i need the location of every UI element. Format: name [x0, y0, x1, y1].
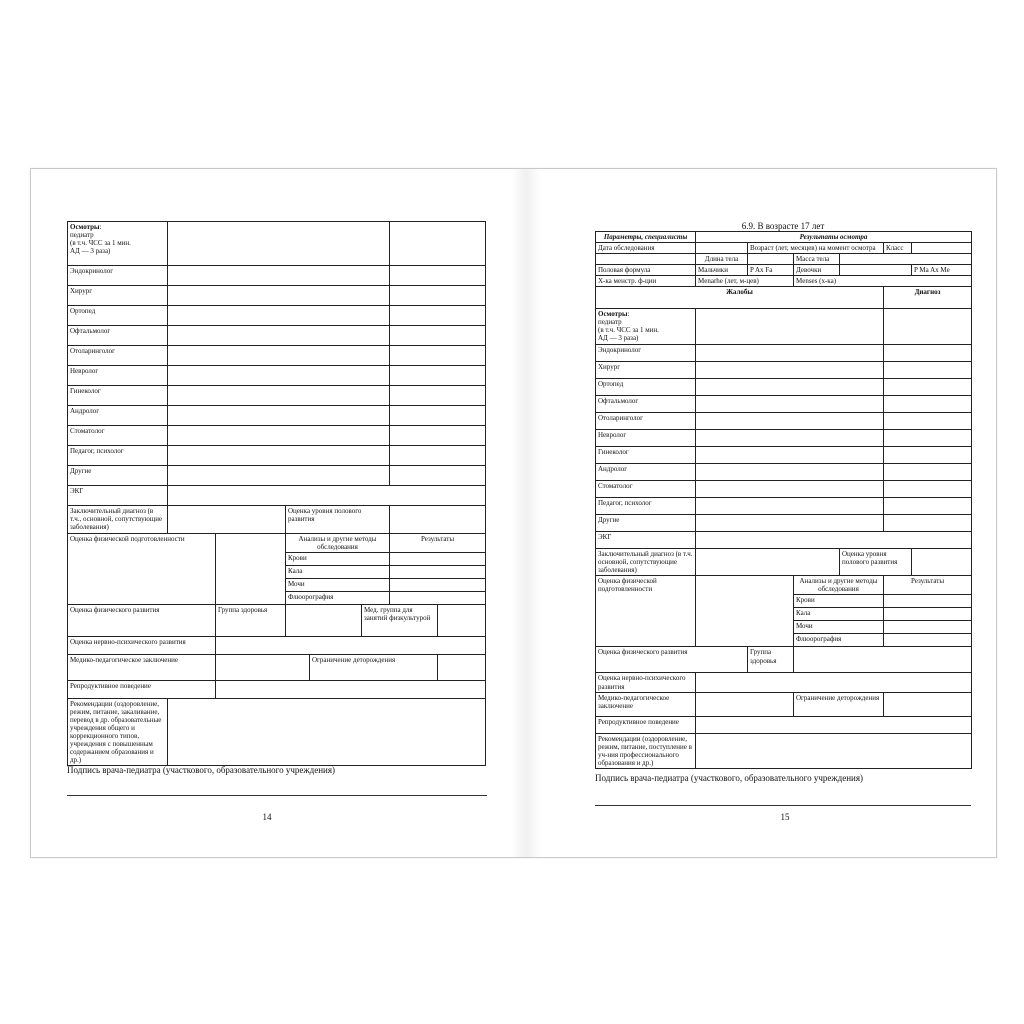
cell-input[interactable]	[696, 576, 794, 647]
label-krovi: Крови	[286, 553, 390, 566]
left-exam-table	[67, 221, 486, 766]
cell-input[interactable]	[216, 655, 310, 681]
cell-input[interactable]	[216, 681, 486, 699]
cell-input[interactable]	[696, 481, 884, 498]
row-nevrolog: Невролог	[68, 366, 168, 386]
cell-input[interactable]	[596, 254, 696, 265]
label-krovi: Крови	[794, 595, 884, 608]
cell-input[interactable]	[390, 286, 486, 306]
row-zakl-diagnoz: Заключительный диагноз (в т.ч., основной, сопутствующие заболевания)	[68, 506, 168, 534]
row-drugie: Другие	[68, 466, 168, 486]
row-ortoped: Ортопед	[596, 379, 696, 396]
cell-input[interactable]	[696, 673, 972, 692]
cell-input[interactable]	[884, 413, 972, 430]
label-devochki: Девочки	[794, 265, 840, 276]
cell-input[interactable]	[696, 447, 884, 464]
label-p-ma-ax-me: P Ma Ax Me	[912, 265, 972, 276]
label-ogranichenie: Ограничение деторождения	[310, 655, 438, 681]
book-spread	[30, 168, 997, 858]
cell-input[interactable]	[884, 515, 972, 532]
cell-input[interactable]	[696, 362, 884, 379]
cell-input[interactable]	[390, 346, 486, 366]
cell-input[interactable]	[884, 464, 972, 481]
row-menstr: Х-ка менстр. ф-ции	[596, 276, 696, 287]
cell-input[interactable]	[168, 446, 390, 466]
cell-input[interactable]	[748, 254, 794, 265]
cell-input[interactable]	[884, 396, 972, 413]
osmotry-title-right: Осмотры	[598, 310, 628, 319]
row-med-ped-zakl: Медико-педагогическое заключение	[68, 655, 216, 681]
cell-input[interactable]	[696, 733, 972, 768]
row-ekg: ЭКГ	[596, 532, 696, 549]
row-pedagog: Педагог, психолог	[68, 446, 168, 466]
cell-input[interactable]	[696, 413, 884, 430]
cell-input[interactable]	[390, 466, 486, 486]
cell-input[interactable]	[912, 549, 972, 576]
cell-input[interactable]	[884, 362, 972, 379]
label-menses: Menses (х-ка)	[794, 276, 972, 287]
header-diagnoz: Диагноз	[884, 287, 972, 309]
row-zakl-diagnoz: Заключительный диагноз (в т.ч. основной, сопутствующие заболевания)	[596, 549, 696, 576]
label-malchiki: Мальчики	[696, 265, 748, 276]
row-osmotry: Осмотры: педиатр (в т.ч. ЧСС за 1 мин. АД — 3 раза)	[596, 309, 696, 345]
section-title: 6.9. В возрасте 17 лет	[741, 221, 825, 231]
label-ogranichenie: Ограничение деторождения	[794, 692, 884, 716]
row-otolaringolog: Отоларинголог	[596, 413, 696, 430]
cell-input[interactable]	[216, 534, 286, 605]
cell-input[interactable]	[168, 486, 486, 506]
label-gruppa-zdorovya: Группа здоровья	[748, 647, 794, 673]
cell-input[interactable]	[168, 286, 390, 306]
cell-input[interactable]	[390, 266, 486, 286]
row-endokrinolog: Эндокринолог	[68, 266, 168, 286]
cell-input[interactable]	[390, 566, 486, 579]
cell-input[interactable]	[884, 608, 972, 621]
row-rekomendacii: Рекомендации (оздоровление, режим, питание, поступление в уч-ния профессионального образования и др.)	[596, 733, 696, 768]
label-gruppa-zdorovya: Группа здоровья	[216, 605, 286, 637]
row-androlog: Андролог	[68, 406, 168, 426]
cell-input[interactable]	[696, 716, 972, 733]
cell-input[interactable]	[884, 430, 972, 447]
right-exam-table	[595, 231, 972, 769]
osmotry-title: Осмотры	[70, 223, 100, 231]
label-ocenka-urovnya: Оценка уровня полового развития	[286, 506, 390, 534]
row-med-ped-zakl: Медико-педагогическое заключение	[596, 692, 696, 716]
signature-label-right: Подпись врача-педиатра (участкового, образовательного учреждения)	[595, 773, 863, 783]
row-reprod: Репродуктивное поведение	[596, 716, 696, 733]
signature-line-left[interactable]	[67, 795, 487, 796]
row-ocenka-fiz-razv: Оценка физического развития	[68, 605, 216, 637]
cell-input[interactable]	[168, 406, 390, 426]
row-drugie: Другие	[596, 515, 696, 532]
cell-input[interactable]	[390, 446, 486, 466]
cell-input[interactable]	[840, 265, 912, 276]
cell-input[interactable]	[390, 386, 486, 406]
page-15	[541, 169, 996, 857]
signature-line-right[interactable]	[595, 805, 971, 806]
label-kala: Кала	[286, 566, 390, 579]
label-vozrast: Возраст (лет, месяцев) на момент осмотра	[748, 243, 884, 254]
cell-input[interactable]	[390, 553, 486, 566]
cell-input[interactable]	[168, 326, 390, 346]
header-rezultaty-osmotra: Результаты осмотра	[696, 232, 972, 243]
row-nevrolog: Невролог	[596, 430, 696, 447]
row-rekomendacii: Рекомендации (оздоровление, режим, питание, закаливание, перевод в др. образовательные учреждения общего и коррекционного типов, учреждения с повышенным содержанием образования и др.)	[68, 699, 168, 766]
label-kala: Кала	[794, 608, 884, 621]
label-flyuorografiya: Флюорография	[286, 592, 390, 605]
cell-input[interactable]	[912, 243, 972, 254]
cell-input[interactable]	[884, 498, 972, 515]
cell-input[interactable]	[286, 605, 362, 637]
cell-input[interactable]	[168, 466, 390, 486]
cell-input[interactable]	[884, 621, 972, 634]
cell-input[interactable]	[884, 379, 972, 396]
header-zhaloby: Жалобы	[596, 287, 884, 309]
cell-input[interactable]	[168, 346, 390, 366]
cell-pediatr-extra[interactable]	[390, 222, 486, 266]
book-gutter	[511, 169, 541, 857]
cell-input[interactable]	[168, 306, 390, 326]
osmotry-pediatr-right: педиатр (в т.ч. ЧСС за 1 мин. АД — 3 раза)	[598, 318, 659, 343]
label-flyuorografiya: Флюорография	[794, 634, 884, 647]
cell-input[interactable]	[696, 515, 884, 532]
cell-input[interactable]	[884, 634, 972, 647]
cell-input[interactable]	[168, 366, 390, 386]
row-polovaya-formula: Половая формула	[596, 265, 696, 276]
cell-input[interactable]	[884, 481, 972, 498]
label-klass: Класс	[884, 243, 912, 254]
row-androlog: Андролог	[596, 464, 696, 481]
row-ortoped: Ортопед	[68, 306, 168, 326]
row-oftalmolog: Офтальмолог	[596, 396, 696, 413]
cell-input[interactable]	[794, 647, 972, 673]
osmotry-pediatr: педиатр (в т.ч. ЧСС за 1 мин. АД — 3 раза)	[70, 231, 131, 256]
page-number-left: 14	[262, 812, 272, 822]
cell-input[interactable]	[696, 692, 794, 716]
cell-input[interactable]	[884, 692, 972, 716]
cell-input[interactable]	[168, 699, 486, 766]
cell-input[interactable]	[696, 549, 840, 576]
cell-input[interactable]	[696, 430, 884, 447]
row-stomatolog: Стоматолог	[68, 426, 168, 446]
row-osmotry: Осмотры: педиатр (в т.ч. ЧСС за 1 мин. АД — 3 раза)	[68, 222, 168, 266]
cell-input[interactable]	[168, 506, 286, 534]
cell-input[interactable]	[696, 379, 884, 396]
cell-input[interactable]	[168, 266, 390, 286]
cell-input[interactable]	[390, 306, 486, 326]
cell-input[interactable]	[884, 447, 972, 464]
row-ocenka-fiz-podg: Оценка физической подготовленности	[68, 534, 216, 605]
label-menarhe: Menarhe (лет, м-цев)	[696, 276, 794, 287]
signature-label-left: Подпись врача-педиатра (участкового, образовательного учреждения)	[67, 765, 335, 775]
label-rezultaty: Результаты	[390, 534, 486, 553]
row-reprod: Репродуктивное поведение	[68, 681, 216, 699]
cell-input[interactable]	[840, 254, 972, 265]
row-stomatolog: Стоматолог	[596, 481, 696, 498]
row-data-obsl: Дата обследования	[596, 243, 696, 254]
label-rezultaty: Результаты	[884, 576, 972, 595]
row-ocenka-fiz-razv: Оценка физического развития	[596, 647, 748, 673]
row-pedagog: Педагог, психолог	[596, 498, 696, 515]
label-analizy: Анализы и другие методы обследования	[286, 534, 390, 553]
label-massa-tela: Масса тела	[794, 254, 840, 265]
label-mochi: Мочи	[794, 621, 884, 634]
row-hirurg: Хирург	[596, 362, 696, 379]
cell-input[interactable]	[696, 243, 748, 254]
cell-input[interactable]	[438, 605, 486, 637]
row-ginekolog: Гинеколог	[68, 386, 168, 406]
cell-input[interactable]	[168, 426, 390, 446]
label-mochi: Мочи	[286, 579, 390, 592]
cell-pediatr-result[interactable]	[168, 222, 390, 266]
cell-input[interactable]	[390, 426, 486, 446]
label-analizy: Анализы и другие методы обследования	[794, 576, 884, 595]
label-med-gruppa: Мед. группа для занятий физкультурой	[362, 605, 438, 637]
row-oftalmolog: Офтальмолог	[68, 326, 168, 346]
row-ocenka-nervno: Оценка нервно-психического развития	[596, 673, 696, 692]
row-ekg: ЭКГ	[68, 486, 168, 506]
cell-input[interactable]	[390, 579, 486, 592]
row-hirurg: Хирург	[68, 286, 168, 306]
row-ocenka-fiz-podg: Оценка физической подготовленности	[596, 576, 696, 647]
cell-input[interactable]	[390, 366, 486, 386]
cell-input[interactable]	[390, 406, 486, 426]
label-dlina-tela: Длина тела	[696, 254, 748, 265]
row-ginekolog: Гинеколог	[596, 447, 696, 464]
cell-input[interactable]	[390, 506, 486, 534]
cell-input[interactable]	[696, 532, 972, 549]
cell-input[interactable]	[438, 655, 486, 681]
cell-input[interactable]	[390, 326, 486, 346]
cell-input[interactable]	[216, 637, 486, 655]
cell-input[interactable]	[696, 498, 884, 515]
row-otolaringolog: Отоларинголог	[68, 346, 168, 366]
cell-input[interactable]	[696, 345, 884, 362]
row-endokrinolog: Эндокринолог	[596, 345, 696, 362]
cell-input[interactable]	[390, 592, 486, 605]
page-14	[31, 169, 511, 857]
cell-input[interactable]	[884, 595, 972, 608]
label-p-ax-fa: P Ax Fa	[748, 265, 794, 276]
cell-input[interactable]	[884, 345, 972, 362]
page-number-right: 15	[780, 812, 790, 822]
header-parametry: Параметры, специалисты	[596, 232, 696, 243]
cell-input[interactable]	[168, 386, 390, 406]
cell-input[interactable]	[696, 309, 884, 345]
row-ocenka-nervno: Оценка нервно-психического развития	[68, 637, 216, 655]
cell-input[interactable]	[884, 309, 972, 345]
cell-input[interactable]	[696, 464, 884, 481]
label-ocenka-urovnya: Оценка уровня полового развития	[840, 549, 912, 576]
cell-input[interactable]	[696, 396, 884, 413]
